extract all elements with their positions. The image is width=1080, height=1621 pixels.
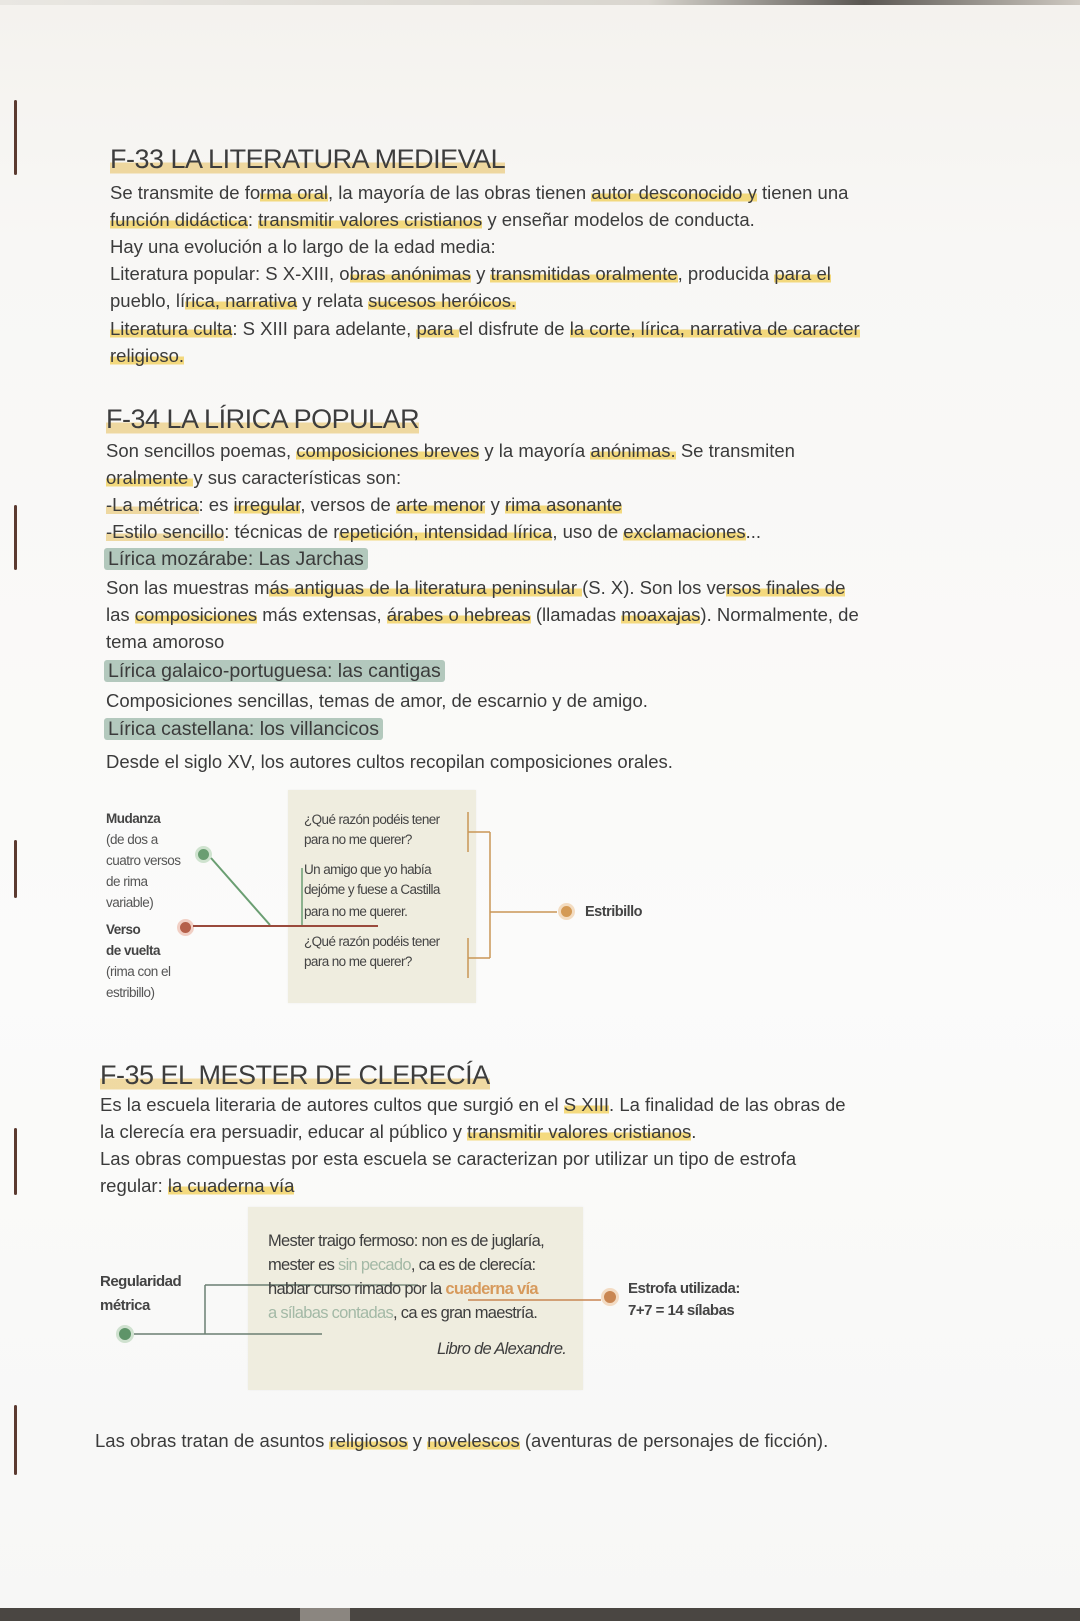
highlight: la cuaderna vía <box>167 1175 295 1196</box>
poem-line <box>268 1256 535 1275</box>
text: (S. X). Son los ve <box>582 577 727 598</box>
poem-line: ¿Qué razón podéis tener <box>304 812 440 827</box>
text: Las obras compuestas por esta escuela se caracterizan por utilizar un tipo de estrofa <box>100 1148 797 1169</box>
poem-line: para no me querer? <box>304 832 412 847</box>
text: y la mayoría <box>479 440 591 461</box>
text: tema amoroso <box>106 631 225 652</box>
green-highlight: Lírica galaico-portuguesa: las cantigas <box>104 660 445 682</box>
highlight: -La métrica <box>106 494 199 515</box>
poem-line: para no me querer? <box>304 954 412 969</box>
poem-line: Un amigo que yo había <box>304 862 431 877</box>
text: ... <box>745 521 762 542</box>
text: : <box>247 209 259 230</box>
highlight: -Estilo sencillo <box>106 521 225 542</box>
text: regular: <box>100 1175 168 1196</box>
label-title: Regularidad <box>100 1273 182 1290</box>
poem-line <box>268 1280 538 1299</box>
text: , la mayoría de las obras tienen <box>328 182 592 203</box>
text: . La finalidad de las obras de <box>609 1094 846 1115</box>
text: pueblo, lí <box>110 290 186 311</box>
text: Es la escuela literaria de autores cultos que surgió en el <box>100 1094 564 1115</box>
label-desc: (de dos a <box>106 832 158 847</box>
highlight: función didáctica <box>110 209 248 230</box>
highlight: bras anónimas <box>349 263 471 284</box>
text: , producida <box>677 263 775 284</box>
highlight: rica, narrativa <box>185 290 298 311</box>
page-bottom-edge <box>0 1608 1080 1621</box>
highlight: ás antiguas de la literatura peninsular <box>269 577 583 598</box>
text: Mester traigo fermoso: non es de juglaría, <box>268 1232 545 1250</box>
faint-text: a sílabas contadas <box>268 1304 393 1322</box>
text: mester es <box>268 1256 339 1274</box>
label-title: métrica <box>100 1297 150 1314</box>
label-title: Estribillo <box>585 904 643 920</box>
text: las <box>106 604 135 625</box>
text: y enseñar modelos de conducta. <box>482 209 755 230</box>
highlight: religiosos <box>329 1430 408 1451</box>
poem-line <box>268 1304 537 1323</box>
highlight: moaxajas <box>621 604 701 625</box>
green-highlight: Lírica castellana: los villancicos <box>104 718 383 740</box>
text: Hay una evolución a lo largo de la edad media: <box>110 236 496 257</box>
highlight: transmitir valores cristianos <box>467 1121 692 1142</box>
text: y <box>407 1430 428 1451</box>
text: Composiciones sencillas, temas de amor, de escarnio y de amigo. <box>106 690 648 711</box>
text: ). Normalmente, de <box>700 604 859 625</box>
label-desc: estribillo) <box>106 985 155 1000</box>
highlight: religioso. <box>110 345 185 366</box>
text: : técnicas de r <box>224 521 340 542</box>
highlight: la corte, lírica, narrativa de caracter <box>569 318 860 339</box>
green-highlight: Lírica mozárabe: Las Jarchas <box>104 548 368 570</box>
text: . <box>691 1121 697 1142</box>
text: Desde el siglo XV, los autores cultos recopilan composiciones orales. <box>106 751 673 772</box>
text: Las obras tratan de asuntos <box>95 1430 330 1451</box>
highlight: anónimas. <box>590 440 676 461</box>
text: la clerecía era persuadir, educar al público y <box>100 1121 468 1142</box>
poem-line: para no me querer. <box>304 904 408 919</box>
label-desc: variable) <box>106 895 154 910</box>
highlight: oralmente <box>106 467 194 488</box>
text: , ca es de clerecía: <box>410 1256 536 1274</box>
text: Se transmiten <box>675 440 795 461</box>
text: , ca es gran maestría. <box>393 1304 538 1322</box>
highlight: sucesos heróicos. <box>368 290 517 311</box>
text: tienen una <box>756 182 849 203</box>
text: el disfrute de <box>458 318 570 339</box>
text: (aventuras de personajes de ficción). <box>519 1430 829 1451</box>
label-title: de vuelta <box>106 943 161 958</box>
highlight: exclamaciones <box>623 521 746 542</box>
highlight: arte menor <box>395 494 486 515</box>
text: y relata <box>297 290 369 311</box>
highlight: rima asonante <box>504 494 623 515</box>
text: Son las muestras m <box>106 577 270 598</box>
text: : S XIII para adelante, <box>232 318 417 339</box>
poem-line <box>268 1232 544 1251</box>
highlight: rma oral <box>260 182 328 203</box>
highlight: rsos finales de <box>726 577 846 598</box>
highlight: para el <box>774 263 831 284</box>
label-desc: (rima con el <box>106 964 171 979</box>
closing-line <box>95 1430 828 1452</box>
text: : es <box>198 494 234 515</box>
highlight: autor desconocido y <box>591 182 757 203</box>
text: y sus características son: <box>193 467 402 488</box>
text: Literatura popular: S X-XIII, o <box>110 263 350 284</box>
label-title: Mudanza <box>106 811 161 826</box>
highlight: irregular <box>233 494 301 515</box>
text: más extensas, <box>257 604 387 625</box>
text: , uso de <box>552 521 624 542</box>
label-title: 7+7 = 14 sílabas <box>628 1302 735 1319</box>
text: y <box>470 263 491 284</box>
highlight: árabes o hebreas <box>386 604 531 625</box>
label-desc: de rima <box>106 874 148 889</box>
poem-line: dejóme y fuese a Castilla <box>304 882 440 897</box>
label-title: Verso <box>106 922 141 937</box>
text: Son sencillos poemas, <box>106 440 297 461</box>
text: hablar curso rimado por la <box>268 1280 446 1298</box>
highlight: composiciones <box>134 604 258 625</box>
estrofa-utilizada-label <box>628 1278 740 1322</box>
text: Se transmite de fo <box>110 182 261 203</box>
section-heading: F-35 EL MESTER DE CLERECÍA <box>100 1060 490 1090</box>
highlight: epetición, intensidad lírica <box>339 521 553 542</box>
faint-text: sin pecado <box>338 1256 411 1274</box>
label-desc: cuatro versos <box>106 853 181 868</box>
orange-text: cuaderna vía <box>445 1280 538 1298</box>
highlight: para <box>416 318 459 339</box>
text: (llamadas <box>530 604 622 625</box>
page-bottom-slot <box>300 1608 350 1621</box>
highlight: transmitir valores cristianos <box>258 209 483 230</box>
poem-line: ¿Qué razón podéis tener <box>304 934 440 949</box>
text: , versos de <box>300 494 396 515</box>
highlight: transmitidas oralmente <box>490 263 678 284</box>
label-title: Estrofa utilizada: <box>628 1280 740 1297</box>
highlight: Literatura culta <box>110 318 233 339</box>
text: y <box>485 494 505 515</box>
section-heading: F-34 LA LÍRICA POPULAR <box>106 404 420 434</box>
section-heading: F-33 LA LITERATURA MEDIEVAL <box>110 144 506 174</box>
highlight: S XIII <box>563 1094 610 1115</box>
poem-source: Libro de Alexandre. <box>437 1340 567 1358</box>
highlight: composiciones breves <box>296 440 480 461</box>
highlight: novelescos <box>427 1430 520 1451</box>
